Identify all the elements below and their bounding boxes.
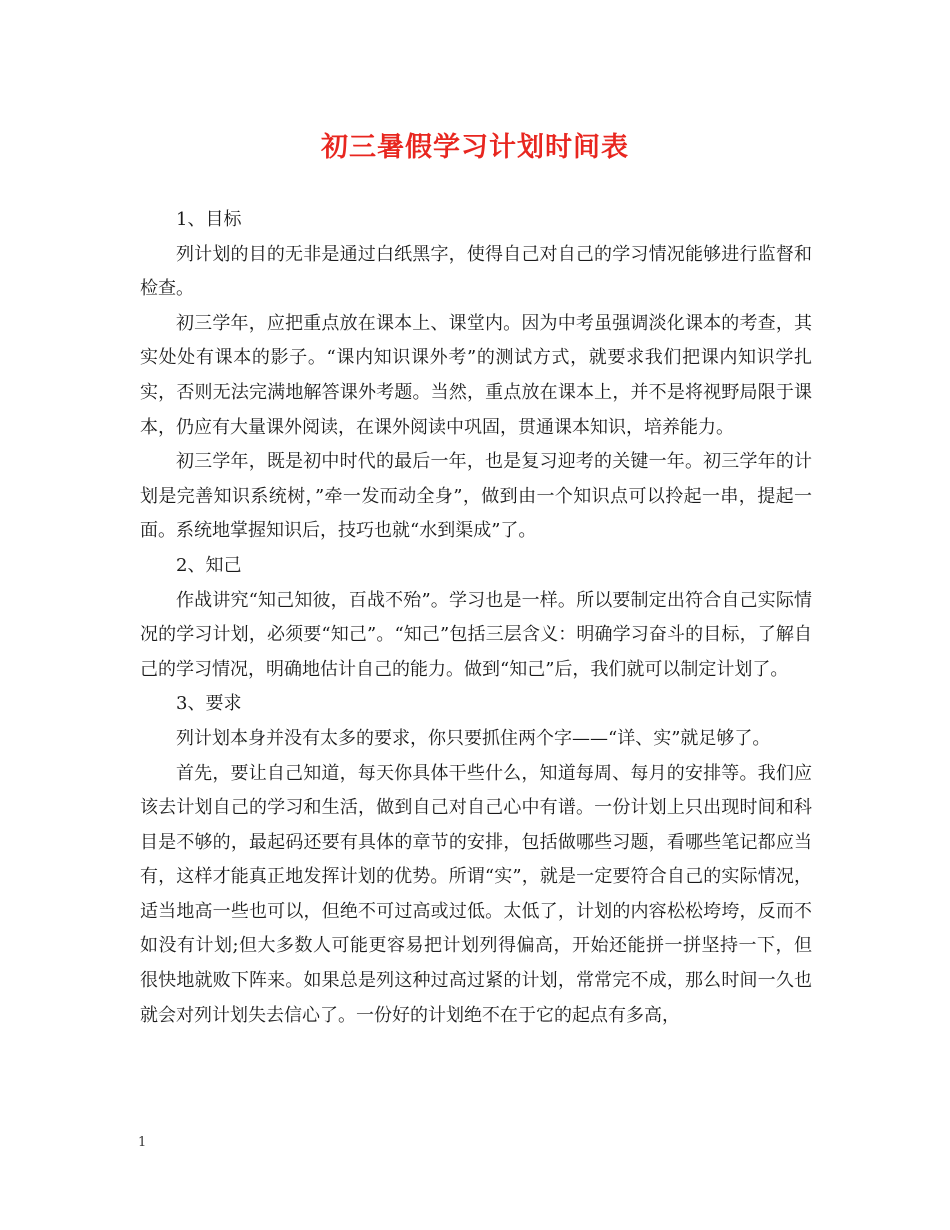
section-heading-requirements: 3、要求: [176, 693, 242, 715]
paragraph: 列计划本身并没有太多的要求，你只要抓住两个字——“详、实”就足够了。: [176, 727, 771, 749]
document-title: 初三暑假学习计划时间表: [321, 132, 629, 163]
paragraph: 首先，要让自己知道，每天你具体干些什么，知道每周、每月的安排等。我们应该去计划自己的学习和生活，做到自己对自己心中有谱。一份计划上只出现时间和科目是不够的，最起码还要有具体的章节的安排，包括做哪些习题，看哪些笔记都应当有，这样才能真正地发挥计划的优势。所谓“实”，就是一定要符合自己的实际情况，适当地高一些也可以，但绝不可过高或过低。太低了，计划的内容松松垮垮，反而不如没有计划;但大多数人可能更容易把计划列得偏高，开始还能拼一拼坚持一下，但很快地就败下阵来。如果总是列这种过高过紧的计划，常常完不成，那么时间一久也就会对列计划失去信心了。一份好的计划绝不在于它的起点有多高，: [140, 762, 812, 1026]
section-heading-know-yourself: 2、知己: [176, 554, 242, 576]
section-heading-goal: 1、目标: [176, 209, 242, 230]
document-body: [140, 203, 812, 1033]
paragraph: 列计划的目的无非是通过白纸黑字，使得自己对自己的学习情况能够进行监督和检查。: [140, 243, 812, 300]
paragraph: 作战讲究“知己知彼，百战不殆”。学习也是一样。所以要制定出符合自己实际情况的学习计划，必须要“知己”。“知己”包括三层含义：明确学习奋斗的目标，了解自己的学习情况，明确地估计自己的能力。做到“知己”后，我们就可以制定计划了。: [140, 589, 812, 680]
paragraph: 初三学年，既是初中时代的最后一年，也是复习迎考的关键一年。初三学年的计划是完善知识系统树，”牵一发而动全身”，做到由一个知识点可以拎起一串，提起一面。系统地掌握知识后，技巧也就“水到渠成”了。: [140, 451, 812, 542]
page-number: 1: [138, 1135, 147, 1150]
paragraph: 初三学年，应把重点放在课本上、课堂内。因为中考虽强调淡化课本的考查，其实处处有课本的影子。“课内知识课外考”的测试方式，就要求我们把课内知识学扎实，否则无法完满地解答课外考题。当然，重点放在课本上，并不是将视野局限于课本，仍应有大量课外阅读，在课外阅读中巩固，贯通课本知识，培养能力。: [140, 312, 812, 438]
